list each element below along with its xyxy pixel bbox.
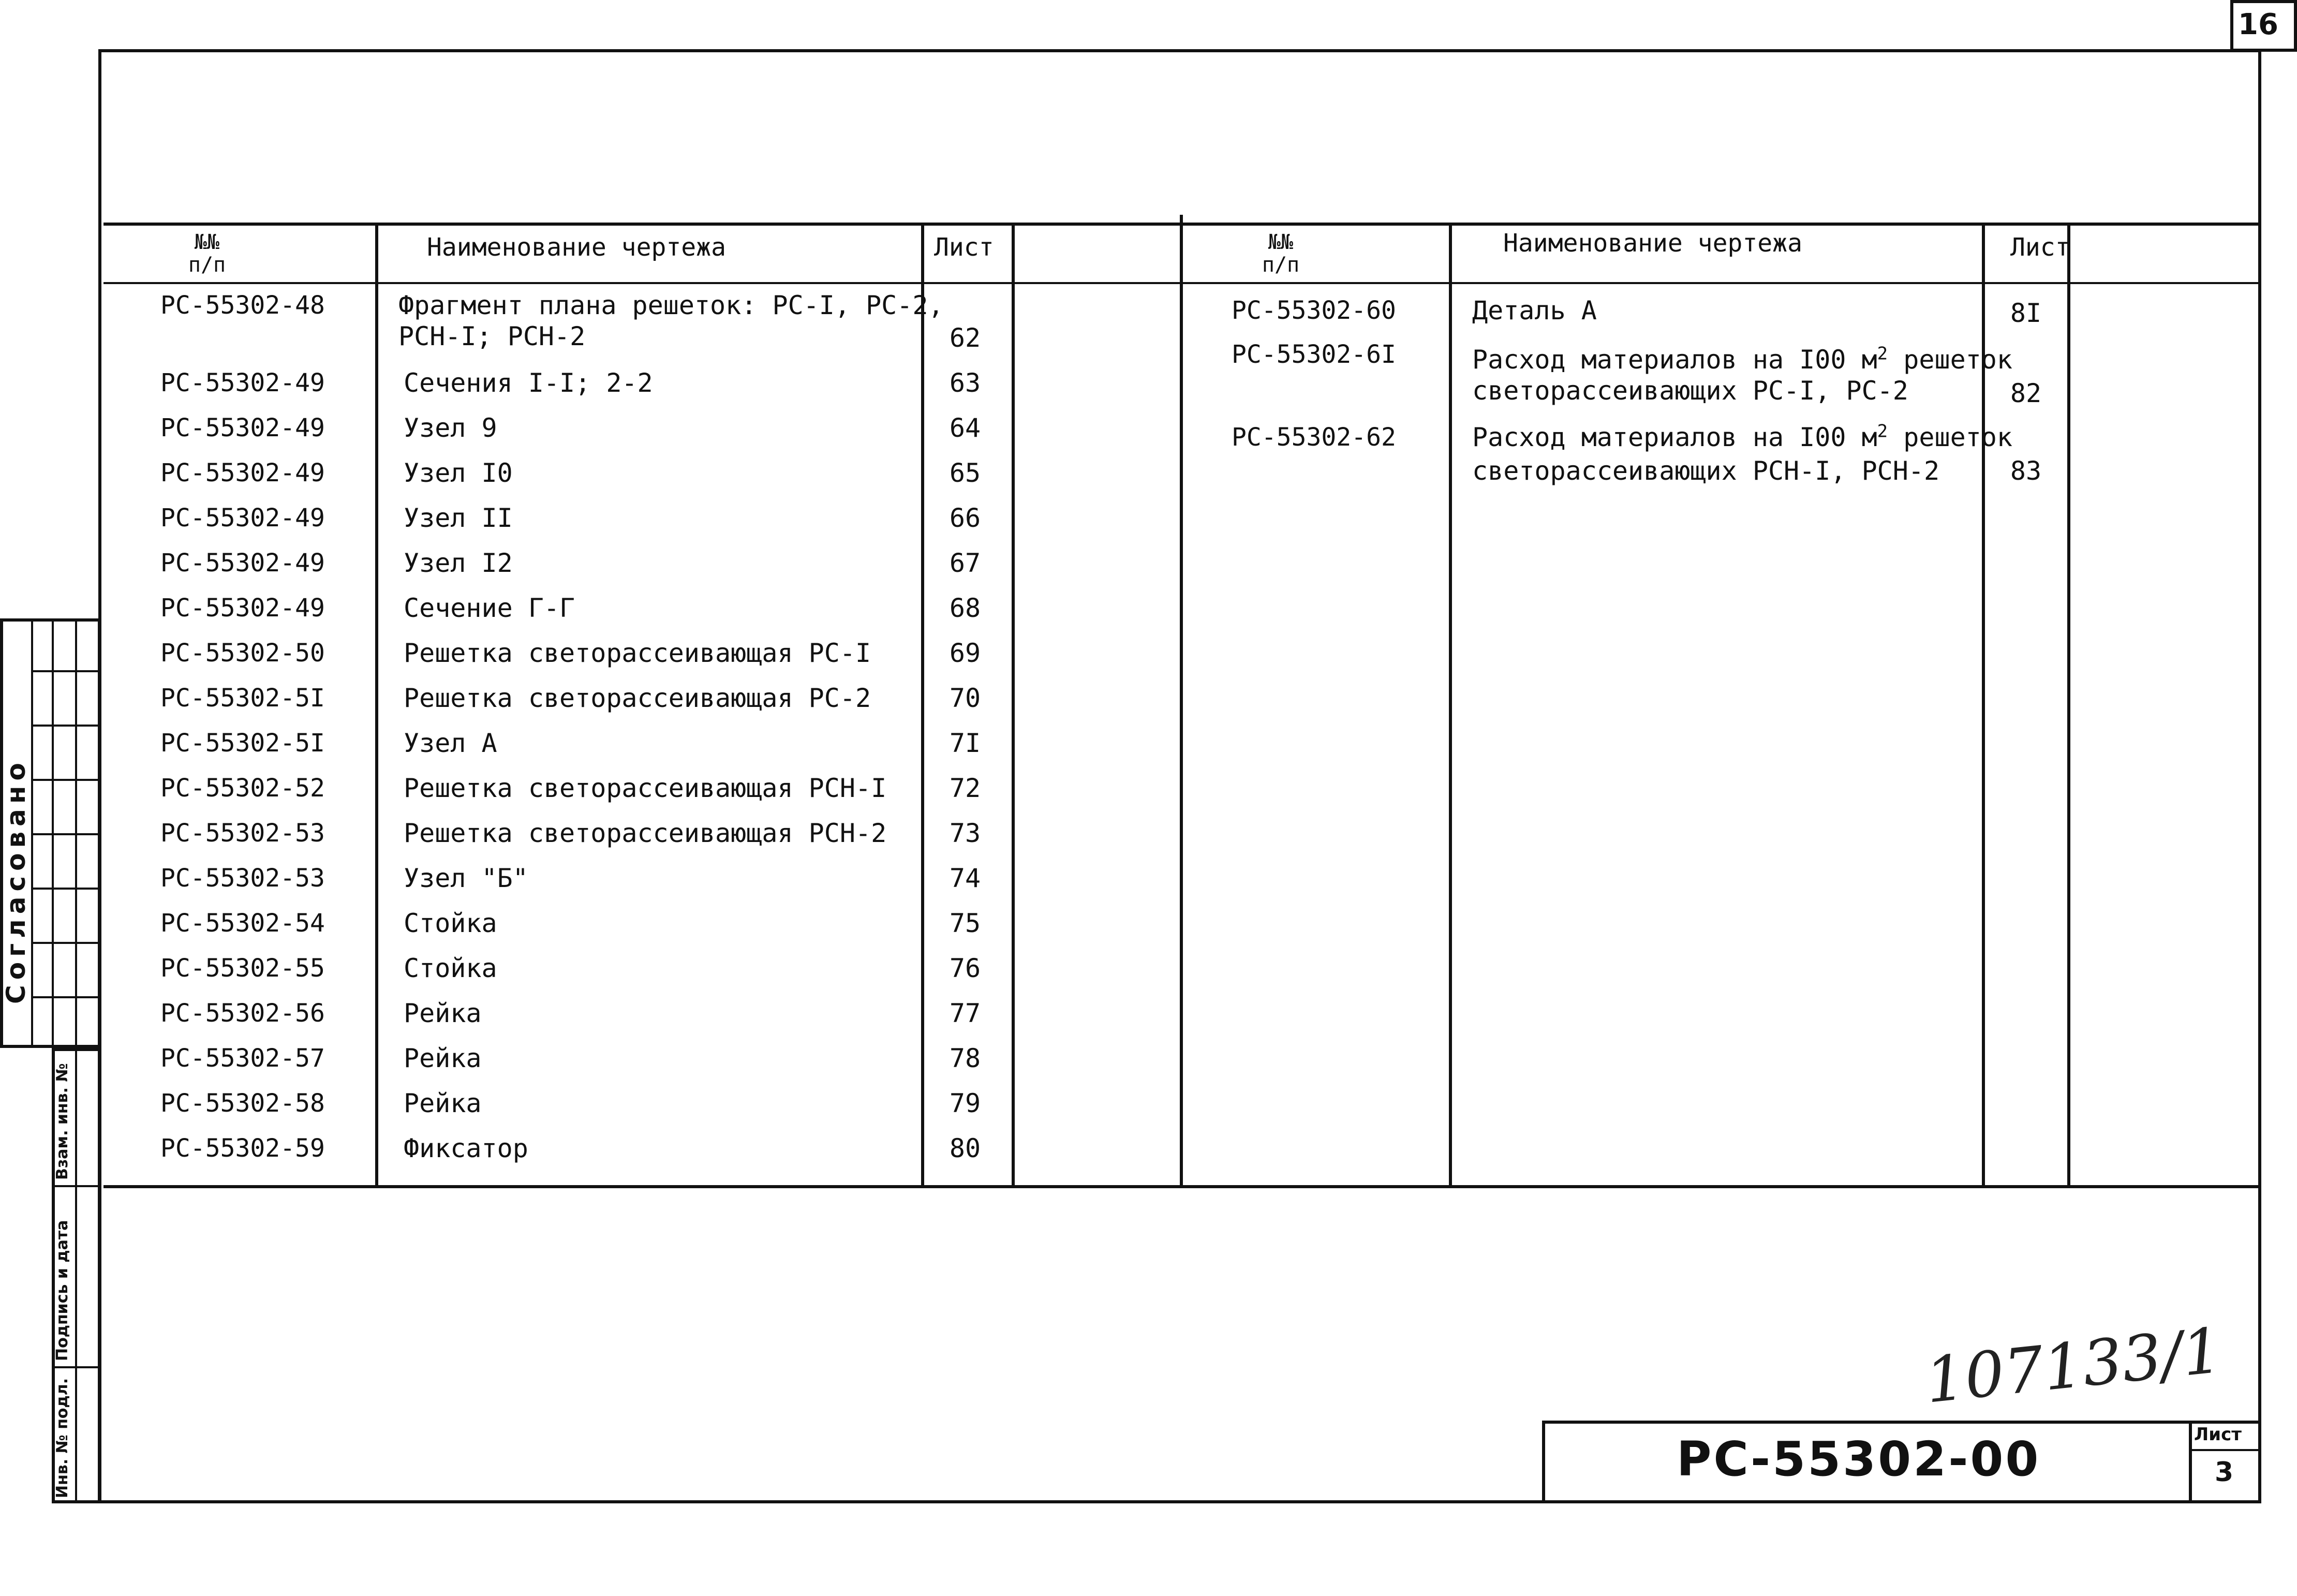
row-code: РС-55302-54	[160, 909, 325, 938]
row-sheet: 80	[949, 1133, 981, 1163]
row-name: Фиксатор	[404, 1133, 528, 1163]
row-name-line2: РСН-I; РСН-2	[398, 321, 586, 351]
row-name: Узел I0	[404, 458, 513, 488]
row-name: Узел I2	[404, 548, 513, 578]
row-code: РС-55302-49	[160, 594, 325, 623]
left-header-name: Наименование чертежа	[427, 233, 726, 262]
signature-date-label: Подпись и дата	[53, 1220, 71, 1361]
row-sheet: 72	[949, 773, 981, 803]
row-code: РС-55302-58	[160, 1089, 325, 1118]
row-code: РС-55302-59	[160, 1134, 325, 1163]
row-sheet: 65	[949, 458, 981, 488]
row-code: РС-55302-56	[160, 999, 325, 1028]
row-code: РС-55302-55	[160, 954, 325, 983]
row-code: РС-55302-50	[160, 639, 325, 668]
row-name: Сечение Г-Г	[404, 593, 575, 623]
row-code: РС-55302-52	[160, 774, 325, 803]
corner-page-number: 16	[2238, 8, 2278, 41]
row-name: Рейка	[404, 1088, 482, 1118]
row-name: Рейка	[404, 998, 482, 1028]
row-code: РС-55302-49	[160, 368, 325, 397]
row-name: Решетка светорассеивающая РС-2	[404, 683, 871, 713]
row-sheet: 78	[949, 1043, 981, 1073]
row-code: РС-55302-53	[160, 864, 325, 893]
row-code: РС-55302-49	[160, 413, 325, 442]
row-name: Узел II	[404, 503, 513, 533]
right-header-no-top: №№	[1268, 230, 1294, 254]
row-name: Фрагмент плана решеток: РС-I, РС-2,	[398, 290, 944, 320]
row-name: Расход материалов на I00 $м^2$ решеток	[1472, 421, 2012, 452]
row-name: Решетка светорассеивающая РСН-2	[404, 818, 887, 848]
document-code: РС-55302-00	[1677, 1431, 2041, 1487]
row-code: РС-55302-48	[160, 291, 325, 320]
row-name: Решетка светорассеивающая РС-I	[404, 638, 871, 668]
row-sheet: 79	[949, 1088, 981, 1118]
row-code: РС-55302-49	[160, 459, 325, 487]
left-header-sheet: Лист	[934, 233, 994, 262]
tables-bottom-line	[103, 1185, 2261, 1188]
row-name: Узел А	[404, 728, 497, 758]
right-header-name: Наименование чертежа	[1503, 229, 1802, 258]
right-header-sheet: Лист	[2010, 233, 2070, 262]
row-sheet: 8I	[2010, 298, 2042, 328]
row-code: РС-55302-62	[1232, 423, 1396, 452]
row-name: Сечения I-I; 2-2	[404, 368, 653, 398]
row-sheet: 74	[949, 863, 981, 893]
row-sheet: 76	[949, 953, 981, 983]
replace-inv-label: Взам. инв. №	[53, 1063, 71, 1180]
row-code: РС-55302-5I	[160, 729, 325, 758]
row-code: РС-55302-49	[160, 504, 325, 533]
right-header-no-bottom: п/п	[1262, 253, 1300, 277]
row-name: Рейка	[404, 1043, 482, 1073]
row-sheet: 63	[949, 368, 981, 398]
row-sheet: 75	[949, 908, 981, 938]
row-code: РС-55302-5I	[160, 684, 325, 713]
row-sheet: 82	[2010, 378, 2042, 408]
row-name-line2: светорассеивающих РС-I, РС-2	[1472, 376, 1908, 406]
row-sheet: 67	[949, 548, 981, 578]
row-name: Узел 9	[404, 413, 497, 443]
inv-no-orig-label: Инв. № подл.	[53, 1378, 71, 1498]
handwritten-inventory-number: 107133/1	[1922, 1314, 2226, 1417]
agreed-label: Согласовано	[1, 758, 31, 1004]
row-name: Узел "Б"	[404, 863, 528, 893]
left-header-no-bottom: п/п	[188, 253, 226, 277]
row-sheet: 68	[949, 593, 981, 623]
row-code: РС-55302-57	[160, 1044, 325, 1073]
row-name-line2: светорассеивающих РСН-I, РСН-2	[1472, 456, 1940, 486]
row-sheet: 7I	[949, 728, 981, 758]
stamp-sheet-number: 3	[2215, 1457, 2234, 1488]
row-code: РС-55302-6I	[1232, 340, 1396, 369]
row-sheet: 70	[949, 683, 981, 713]
row-name: Деталь А	[1472, 295, 1597, 326]
row-name: Стойка	[404, 953, 497, 983]
row-sheet: 77	[949, 998, 981, 1028]
row-name: Решетка светорассеивающая РСН-I	[404, 773, 887, 803]
row-sheet: 83	[2010, 456, 2042, 486]
stamp-sheet-label: Лист	[2194, 1424, 2242, 1445]
row-sheet: 66	[949, 503, 981, 533]
row-code: РС-55302-60	[1232, 296, 1396, 325]
row-sheet: 62	[949, 323, 981, 353]
row-code: РС-55302-49	[160, 549, 325, 578]
row-code: РС-55302-53	[160, 819, 325, 848]
row-name: Стойка	[404, 908, 497, 938]
row-sheet: 73	[949, 818, 981, 848]
row-sheet: 64	[949, 413, 981, 443]
left-header-no-top: №№	[194, 230, 220, 254]
row-name: Расход материалов на I00 $м^2$ решеток	[1472, 343, 2012, 375]
row-sheet: 69	[949, 638, 981, 668]
